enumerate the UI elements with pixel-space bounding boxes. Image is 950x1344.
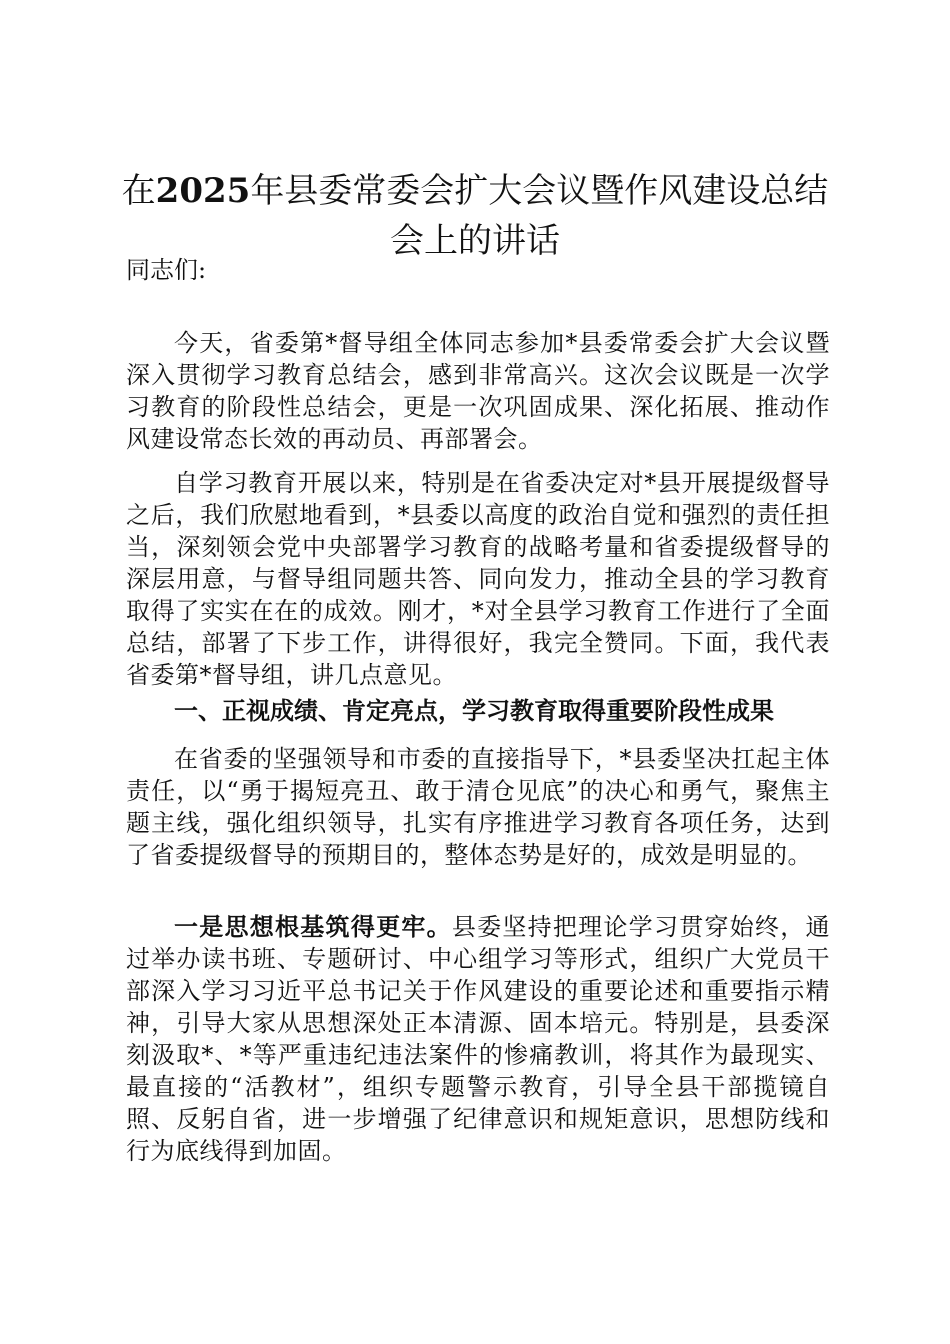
point-one-text: 县委坚持把理论学习贯穿始终，通过举办读书班、专题研讨、中心组学习等形式，组织广大党员干部深入学习习近平总书记关于作风建设的重要论述和重要指示精神，引导大家从思想深处正本清源、固本培元。特别是，县委深刻汲取*、*等严重违纪违法案件的惨痛教训，将其作为最现实、最直接的“活教材”，组织专题警示教育，引导全县干部揽镜自照、反躬自省，进一步增强了纪律意识和规矩意识，思想防线和行为底线得到加固。	[126, 913, 830, 1165]
point-one-lead: 一是思想根基筑得更牢。	[174, 912, 452, 941]
paragraph-point-one	[126, 911, 830, 1167]
title-prefix: 在	[121, 171, 156, 211]
title-year: 2025	[155, 171, 251, 211]
paragraph-section-summary: 在省委的坚强领导和市委的直接指导下，*县委坚决扛起主体责任，以“勇于揭短亮丑、敢于清仓见底”的决心和勇气，聚焦主题主线，强化组织领导，扎实有序推进学习教育各项任务，达到了省委提级督导的预期目的，整体态势是好的，成效是明显的。	[126, 745, 830, 869]
document-title	[120, 166, 830, 266]
salutation: 同志们:	[126, 256, 207, 284]
paragraph-background: 自学习教育开展以来，特别是在省委决定对*县开展提级督导之后，我们欣慰地看到，*县委以高度的政治自觉和强烈的责任担当，深刻领会党中央部署学习教育的战略考量和省委提级督导的深层用意，与督导组同题共答、同向发力，推动全县的学习教育取得了实实在在的成效。刚才，*对全县学习教育工作进行了全面总结，部署了下步工作，讲得很好，我完全赞同。下面，我代表省委第*督导组，讲几点意见。	[126, 469, 830, 689]
paragraph-opening: 今天，省委第*督导组全体同志参加*县委常委会扩大会议暨深入贯彻学习教育总结会，感到非常高兴。这次会议既是一次学习教育的阶段性总结会，更是一次巩固成果、深化拓展、推动作风建设常态长效的再动员、再部署会。	[126, 329, 830, 453]
section-heading: 一、正视成绩、肯定亮点，学习教育取得重要阶段性成果	[174, 697, 774, 725]
title-suffix: 年县委常委会扩大会议暨作风建设总结会上的讲话	[250, 171, 829, 261]
